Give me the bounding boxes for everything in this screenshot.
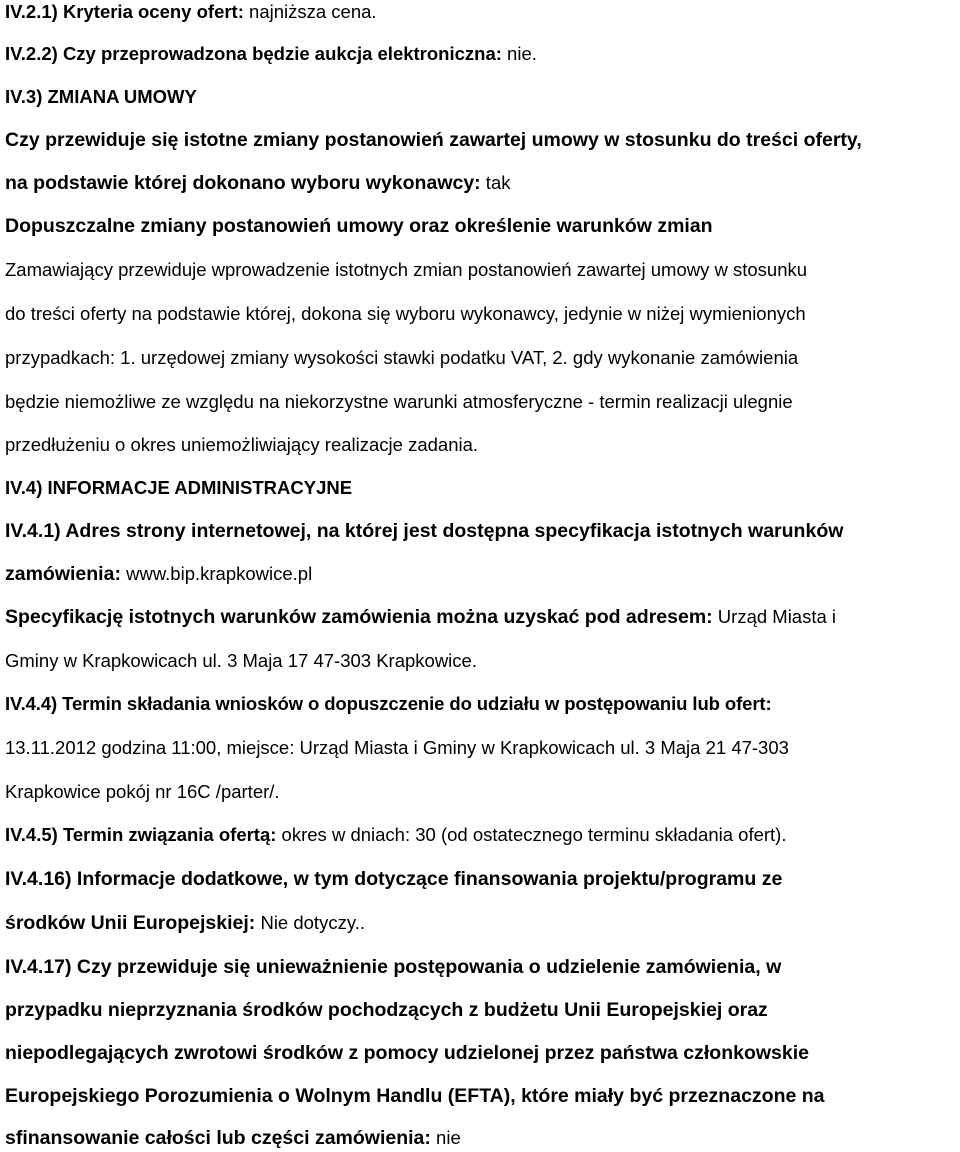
binding-label: IV.4.5) Termin związania ofertą: [5,824,277,845]
extra-value: Nie dotyczy.. [255,912,365,933]
spec-value: Urząd Miasta i [712,606,837,627]
changes-body-line: Zamawiający przewiduje wprowadzenie istotnych zmian postanowień zawartej umowy w stosunku [5,259,808,280]
binding-value: okres w dniach: 30 (od ostatecznego terminu składania ofert). [276,824,787,845]
changes-body-line: przedłużeniu o okres uniemożliwiający realizacje zadania. [5,434,479,455]
spec-label: Specyfikację istotnych warunków zamówienia można uzyskać pod adresem: [5,606,713,628]
binding-line [5,823,786,847]
extra-label: środków Unii Europejskiej: [5,912,256,934]
allowed-changes-heading: Dopuszczalne zmiany postanowień umowy oraz określenie warunków zmian [5,215,713,237]
changes-heading: IV.3) ZMIANA UMOWY [5,86,197,107]
criteria-label: IV.2.1) Kryteria oceny ofert: [5,1,244,22]
website-label-line-1: IV.4.1) Adres strony internetowej, na której jest dostępna specyfikacja istotnych warunków [5,520,844,542]
changes-question-label: na podstawie której dokonano wyboru wykonawcy: [5,172,481,194]
cancel-last-line [5,1126,461,1150]
criteria-value: najniższa cena. [243,1,377,22]
changes-body-line: będzie niemożliwe ze względu na niekorzystne warunki atmosferyczne - termin realizacji ulegnie [5,391,793,412]
cancel-line: Europejskiego Porozumienia o Wolnym Handlu (EFTA), które miały być przeznaczone na [5,1085,825,1107]
changes-question-line-1: Czy przewiduje się istotne zmiany postanowień zawartej umowy w stosunku do treści oferty, [5,129,862,151]
changes-question-line-2 [5,171,511,195]
auction-value: nie. [501,43,537,64]
extra-label-line-1: IV.4.16) Informacje dodatkowe, w tym dotyczące finansowania projektu/programu ze [5,868,783,890]
cancel-line: przypadku nieprzyznania środków pochodzących z budżetu Unii Europejskiej oraz [5,999,768,1021]
changes-body-line: do treści oferty na podstawie której, dokona się wyboru wykonawcy, jedynie w niżej wymienionych [5,303,806,324]
website-link[interactable]: www.bip.krapkowice.pl [120,563,313,584]
admin-heading: IV.4) INFORMACJE ADMINISTRACYJNE [5,477,353,498]
deadline-value-line-2: Krapkowice pokój nr 16C /parter/. [5,781,280,802]
spec-value-line-2: Gminy w Krapkowicach ul. 3 Maja 17 47-303 Krapkowice. [5,650,477,671]
website-label: zamówienia: [5,563,121,585]
cancel-line: niepodlegających zwrotowi środków z pomocy udzielonej przez państwa członkowskie [5,1042,809,1064]
deadline-label: IV.4.4) Termin składania wniosków o dopuszczenie do udziału w postępowaniu lub ofert: [5,693,772,714]
auction-label: IV.2.2) Czy przeprowadzona będzie aukcja elektroniczna: [5,43,502,64]
criteria-line [5,0,377,24]
cancel-line: IV.4.17) Czy przewiduje się unieważnienie postępowania o udzielenie zamówienia, w [5,956,782,978]
changes-question-value: tak [480,172,511,193]
extra-line [5,911,365,935]
cancel-last-label: sfinansowanie całości lub części zamówienia: [5,1127,431,1149]
deadline-value-line-1: 13.11.2012 godzina 11:00, miejsce: Urząd Miasta i Gminy w Krapkowicach ul. 3 Maja 21 47-303 [5,737,789,758]
spec-line [5,605,836,629]
auction-line [5,42,537,66]
cancel-value: nie [430,1127,461,1148]
changes-body-line: przypadkach: 1. urzędowej zmiany wysokości stawki podatku VAT, 2. gdy wykonanie zamówienia [5,347,799,368]
website-line [5,562,312,586]
